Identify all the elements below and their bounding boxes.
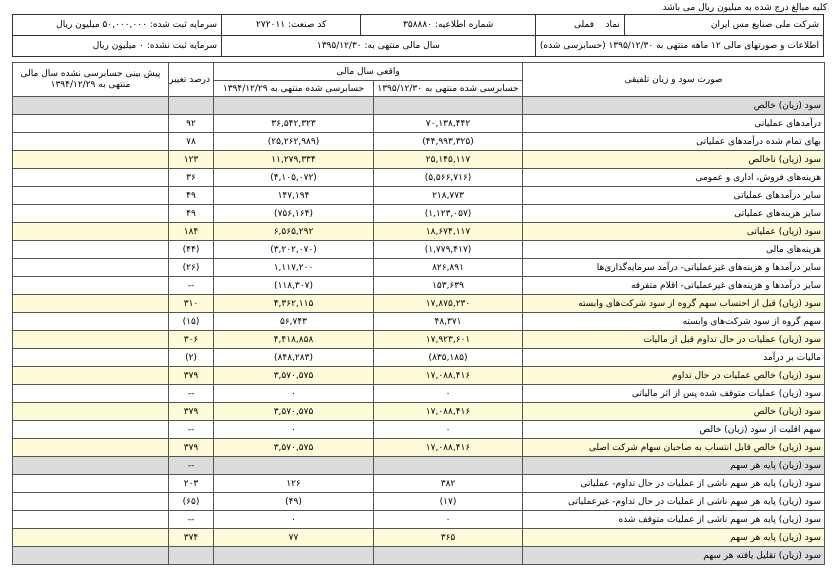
value-1394: ۰ [214,511,374,529]
value-1395: ۴۸,۳۷۱ [374,313,523,331]
change-percent: ۹۲ [169,115,214,133]
table-row [13,223,825,241]
value-1395: ۱۷,۹۲۳,۶۰۱ [374,331,523,349]
value-1394: ۱۴۷,۱۹۴ [214,187,374,205]
value-1395: ۱۷,۸۷۵,۲۳۰ [374,295,523,313]
value-1394: ۱۱,۲۷۹,۳۳۴ [214,151,374,169]
industry-code: کد صنعت: ۲۷۲۰۱۱ [222,15,361,36]
forecast-value [13,151,169,169]
table-row [13,313,825,331]
value-1394: (۱۱۸,۳۰۷) [214,277,374,295]
change-percent: ۲۰۳ [169,475,214,493]
table-row [13,439,825,457]
value-1395: (۴۴,۹۹۳,۳۲۵) [374,133,523,151]
change-percent: ۳۶ [169,169,214,187]
change-percent: (۴۴) [169,241,214,259]
forecast-value [13,313,169,331]
change-percent: ۳۰۶ [169,331,214,349]
table-row [13,133,825,151]
table-row [13,331,825,349]
forecast-value [13,241,169,259]
forecast-value [13,277,169,295]
change-percent: ۳۷۴ [169,529,214,547]
row-label: سود (زیان) عملیات در حال تداوم قبل از مالیات [523,331,825,349]
value-1395: ۲۱۸,۷۷۳ [374,187,523,205]
forecast-value [13,223,169,241]
row-label: سود (زیان) عملیات متوقف شده پس از اثر مالیاتی [523,385,825,403]
change-percent: -- [169,457,214,475]
value-1394: ۶,۵۶۵,۲۹۲ [214,223,374,241]
change-percent: (۱۵) [169,313,214,331]
row-label: سود (زیان) پایه هر سهم [523,529,825,547]
change-percent: ۱۲۳ [169,151,214,169]
forecast-value [13,493,169,511]
notice-number: شماره اطلاعیه: ۳۵۸۸۸۰ [361,15,535,36]
value-1395: ۲۵,۱۴۵,۱۱۷ [374,151,523,169]
row-label: سایر درآمدها و هزینه‌های غیرعملیاتی- اقلام متفرقه [523,277,825,295]
value-1395: ۱۷,۰۸۸,۴۱۶ [374,439,523,457]
symbol-cell [535,15,624,36]
value-1394 [214,547,374,565]
value-1395: ۱۷,۰۸۸,۴۱۶ [374,367,523,385]
forecast-value [13,349,169,367]
change-percent: -- [169,511,214,529]
table-row [13,493,825,511]
value-1395: ۱۷,۰۸۸,۴۱۶ [374,403,523,421]
unregistered-capital: سرمایه ثبت نشده: ۰ میلیون ریال [13,36,222,57]
value-1394: ۱,۱۱۷,۲۰۰ [214,259,374,277]
change-percent: ۷۸ [169,133,214,151]
value-1394: (۴۹) [214,493,374,511]
value-1394: ۳,۵۷۰,۵۷۵ [214,403,374,421]
table-row [13,457,825,475]
value-1395: ۰ [374,385,523,403]
row-label: سود (زیان) پایه هر سهم ناشی از عملیات در حال تداوم- عملیاتی [523,475,825,493]
registered-capital: سرمایه ثبت شده: ۵۰,۰۰۰,۰۰۰ میلیون ریال [13,15,222,36]
table-row [13,403,825,421]
value-1394: ۳,۵۷۰,۵۷۵ [214,439,374,457]
row-label: مالیات بر درآمد [523,349,825,367]
income-statement-table [12,62,825,565]
value-1394: (۲۵,۲۶۲,۹۸۹) [214,133,374,151]
value-1394: (۴,۱۰۵,۰۷۲) [214,169,374,187]
value-1394: ۳۶,۵۴۲,۳۲۳ [214,115,374,133]
value-1395: ۰ [374,421,523,439]
change-percent: ۴۹ [169,205,214,223]
forecast-value [13,403,169,421]
row-label: سهم گروه از سود شرکت‌های وابسته [523,313,825,331]
report-title: اطلاعات و صورتهای مالی ۱۲ ماهه منتهی به ۱۳۹۵/۱۲/۳۰ (حسابرسی شده) [535,36,823,57]
value-1395: (۱۷) [374,493,523,511]
forecast-value [13,97,169,115]
table-row [13,511,825,529]
value-1395: (۵,۵۶۶,۷۱۶) [374,169,523,187]
forecast-value [13,295,169,313]
value-1395: (۸۳۵,۱۸۵) [374,349,523,367]
row-label: سود (زیان) پایه هر سهم ناشی از عملیات متوقف شده [523,511,825,529]
change-percent [169,547,214,565]
forecast-value [13,547,169,565]
change-percent: -- [169,277,214,295]
audited-1394-header: حسابرسی شده منتهی به ۱۳۹۴/۱۲/۲۹ [214,81,374,97]
value-1395 [374,97,523,115]
value-1394: (۷۵۶,۱۶۴) [214,205,374,223]
report-header [12,14,824,57]
table-row [13,205,825,223]
table-row [13,241,825,259]
change-percent [169,97,214,115]
forecast-value [13,529,169,547]
row-label: سود (زیان) خالص قابل انتساب به صاحبان سهام شرکت اصلی [523,439,825,457]
value-1395: ۷۰,۱۳۸,۴۴۲ [374,115,523,133]
table-row [13,151,825,169]
value-1394: (۸۴۸,۲۸۳) [214,349,374,367]
change-percent-header: درصد تغییر [169,63,214,97]
row-label: هزینه‌های مالی [523,241,825,259]
row-label: سایر درآمدها و هزینه‌های غیرعملیاتی- درآمد سرمایه‌گذاری‌ها [523,259,825,277]
value-1395: ۳۸۲ [374,475,523,493]
table-row [13,295,825,313]
forecast-value [13,421,169,439]
change-percent: ۳۷۹ [169,439,214,457]
table-row [13,97,825,115]
forecast-value [13,367,169,385]
value-1394: ۴,۳۶۲,۱۱۵ [214,295,374,313]
row-label: سود (زیان) پایه هر سهم [523,457,825,475]
value-1395: (۱,۷۷۹,۴۱۷) [374,241,523,259]
value-1395: ۳۶۵ [374,529,523,547]
statement-title-header: صورت سود و زیان تلفیقی [523,63,825,97]
table-row [13,169,825,187]
change-percent: (۲) [169,349,214,367]
row-label: درآمدهای عملیاتی [523,115,825,133]
row-label: سود (زیان) خالص عملیات در حال تداوم [523,367,825,385]
row-label: هزینه‌های فروش، اداری و عمومی [523,169,825,187]
forecast-value [13,205,169,223]
change-percent: ۳۷۹ [169,367,214,385]
row-label: سایر درآمدهای عملیاتی [523,187,825,205]
actual-fiscal-year-header: واقعی سال مالی [214,63,523,81]
table-row [13,529,825,547]
value-1395: (۱,۱۲۳,۰۵۷) [374,205,523,223]
table-row [13,277,825,295]
value-1394 [214,97,374,115]
forecast-value [13,259,169,277]
row-label: سود (زیان) پایه هر سهم ناشی از عملیات در حال تداوم- غیرعملیاتی [523,493,825,511]
forecast-value [13,511,169,529]
table-row [13,547,825,565]
forecast-value [13,475,169,493]
fiscal-year-end: سال مالی منتهی به: ۱۳۹۵/۱۲/۳۰ [222,36,536,57]
forecast-value [13,187,169,205]
forecast-header: پیش بینی حسابرسی نشده سال مالی منتهی به ۱۳۹۴/۱۲/۲۹ [13,63,169,97]
change-percent: ۱۸۴ [169,223,214,241]
row-label: سود (زیان) خالص [523,97,825,115]
symbol-value: فملی [574,20,595,30]
amounts-unit-note: کلیه مبالغ درج شده به میلیون ریال می باشد [662,3,827,13]
forecast-value [13,385,169,403]
row-label: سود (زیان) تقلیل یافته هر سهم [523,547,825,565]
table-row [13,349,825,367]
forecast-value [13,439,169,457]
row-label: بهای تمام شده درآمدهای عملیاتی [523,133,825,151]
value-1394 [214,457,374,475]
row-label: سایر هزینه‌های عملیاتی [523,205,825,223]
value-1395 [374,457,523,475]
value-1394: ۵۶,۷۴۳ [214,313,374,331]
forecast-value [13,331,169,349]
change-percent: ۴۹ [169,187,214,205]
value-1395: ۰ [374,511,523,529]
value-1394: ۴,۴۱۸,۸۵۸ [214,331,374,349]
forecast-value [13,133,169,151]
value-1394: ۰ [214,385,374,403]
change-percent: -- [169,385,214,403]
row-label: سود (زیان) عملیاتی [523,223,825,241]
row-label: سود (زیان) خالص [523,403,825,421]
company-name: شرکت ملی صنایع مس ایران [624,15,823,36]
table-row [13,115,825,133]
value-1395: ۱۵۳,۶۳۹ [374,277,523,295]
table-row [13,259,825,277]
change-percent: (۲۶) [169,259,214,277]
row-label: سود (زیان) ناخالص [523,151,825,169]
value-1395 [374,547,523,565]
table-row [13,385,825,403]
audited-1395-header: حسابرسی شده منتهی به ۱۳۹۵/۱۲/۳۰ [374,81,523,97]
value-1394: ۰ [214,421,374,439]
table-row [13,367,825,385]
value-1394: ۳,۵۷۰,۵۷۵ [214,367,374,385]
change-percent: (۶۵) [169,493,214,511]
change-percent: ۳۱۰ [169,295,214,313]
value-1394: (۳,۲۰۲,۰۷۰) [214,241,374,259]
value-1395: ۱۸,۶۷۴,۱۱۷ [374,223,523,241]
symbol-label: نماد [605,20,620,30]
table-row [13,187,825,205]
row-label: سهم اقلیت از سود (زیان) خالص [523,421,825,439]
value-1395: ۸۲۶,۸۹۱ [374,259,523,277]
value-1394: ۱۲۶ [214,475,374,493]
forecast-value [13,457,169,475]
change-percent: ۳۷۹ [169,403,214,421]
forecast-value [13,169,169,187]
table-row [13,475,825,493]
table-row [13,421,825,439]
forecast-value [13,115,169,133]
change-percent: -- [169,421,214,439]
value-1394: ۷۷ [214,529,374,547]
row-label: سود (زیان) قبل از احتساب سهم گروه از سود شرکت‌های وابسته [523,295,825,313]
